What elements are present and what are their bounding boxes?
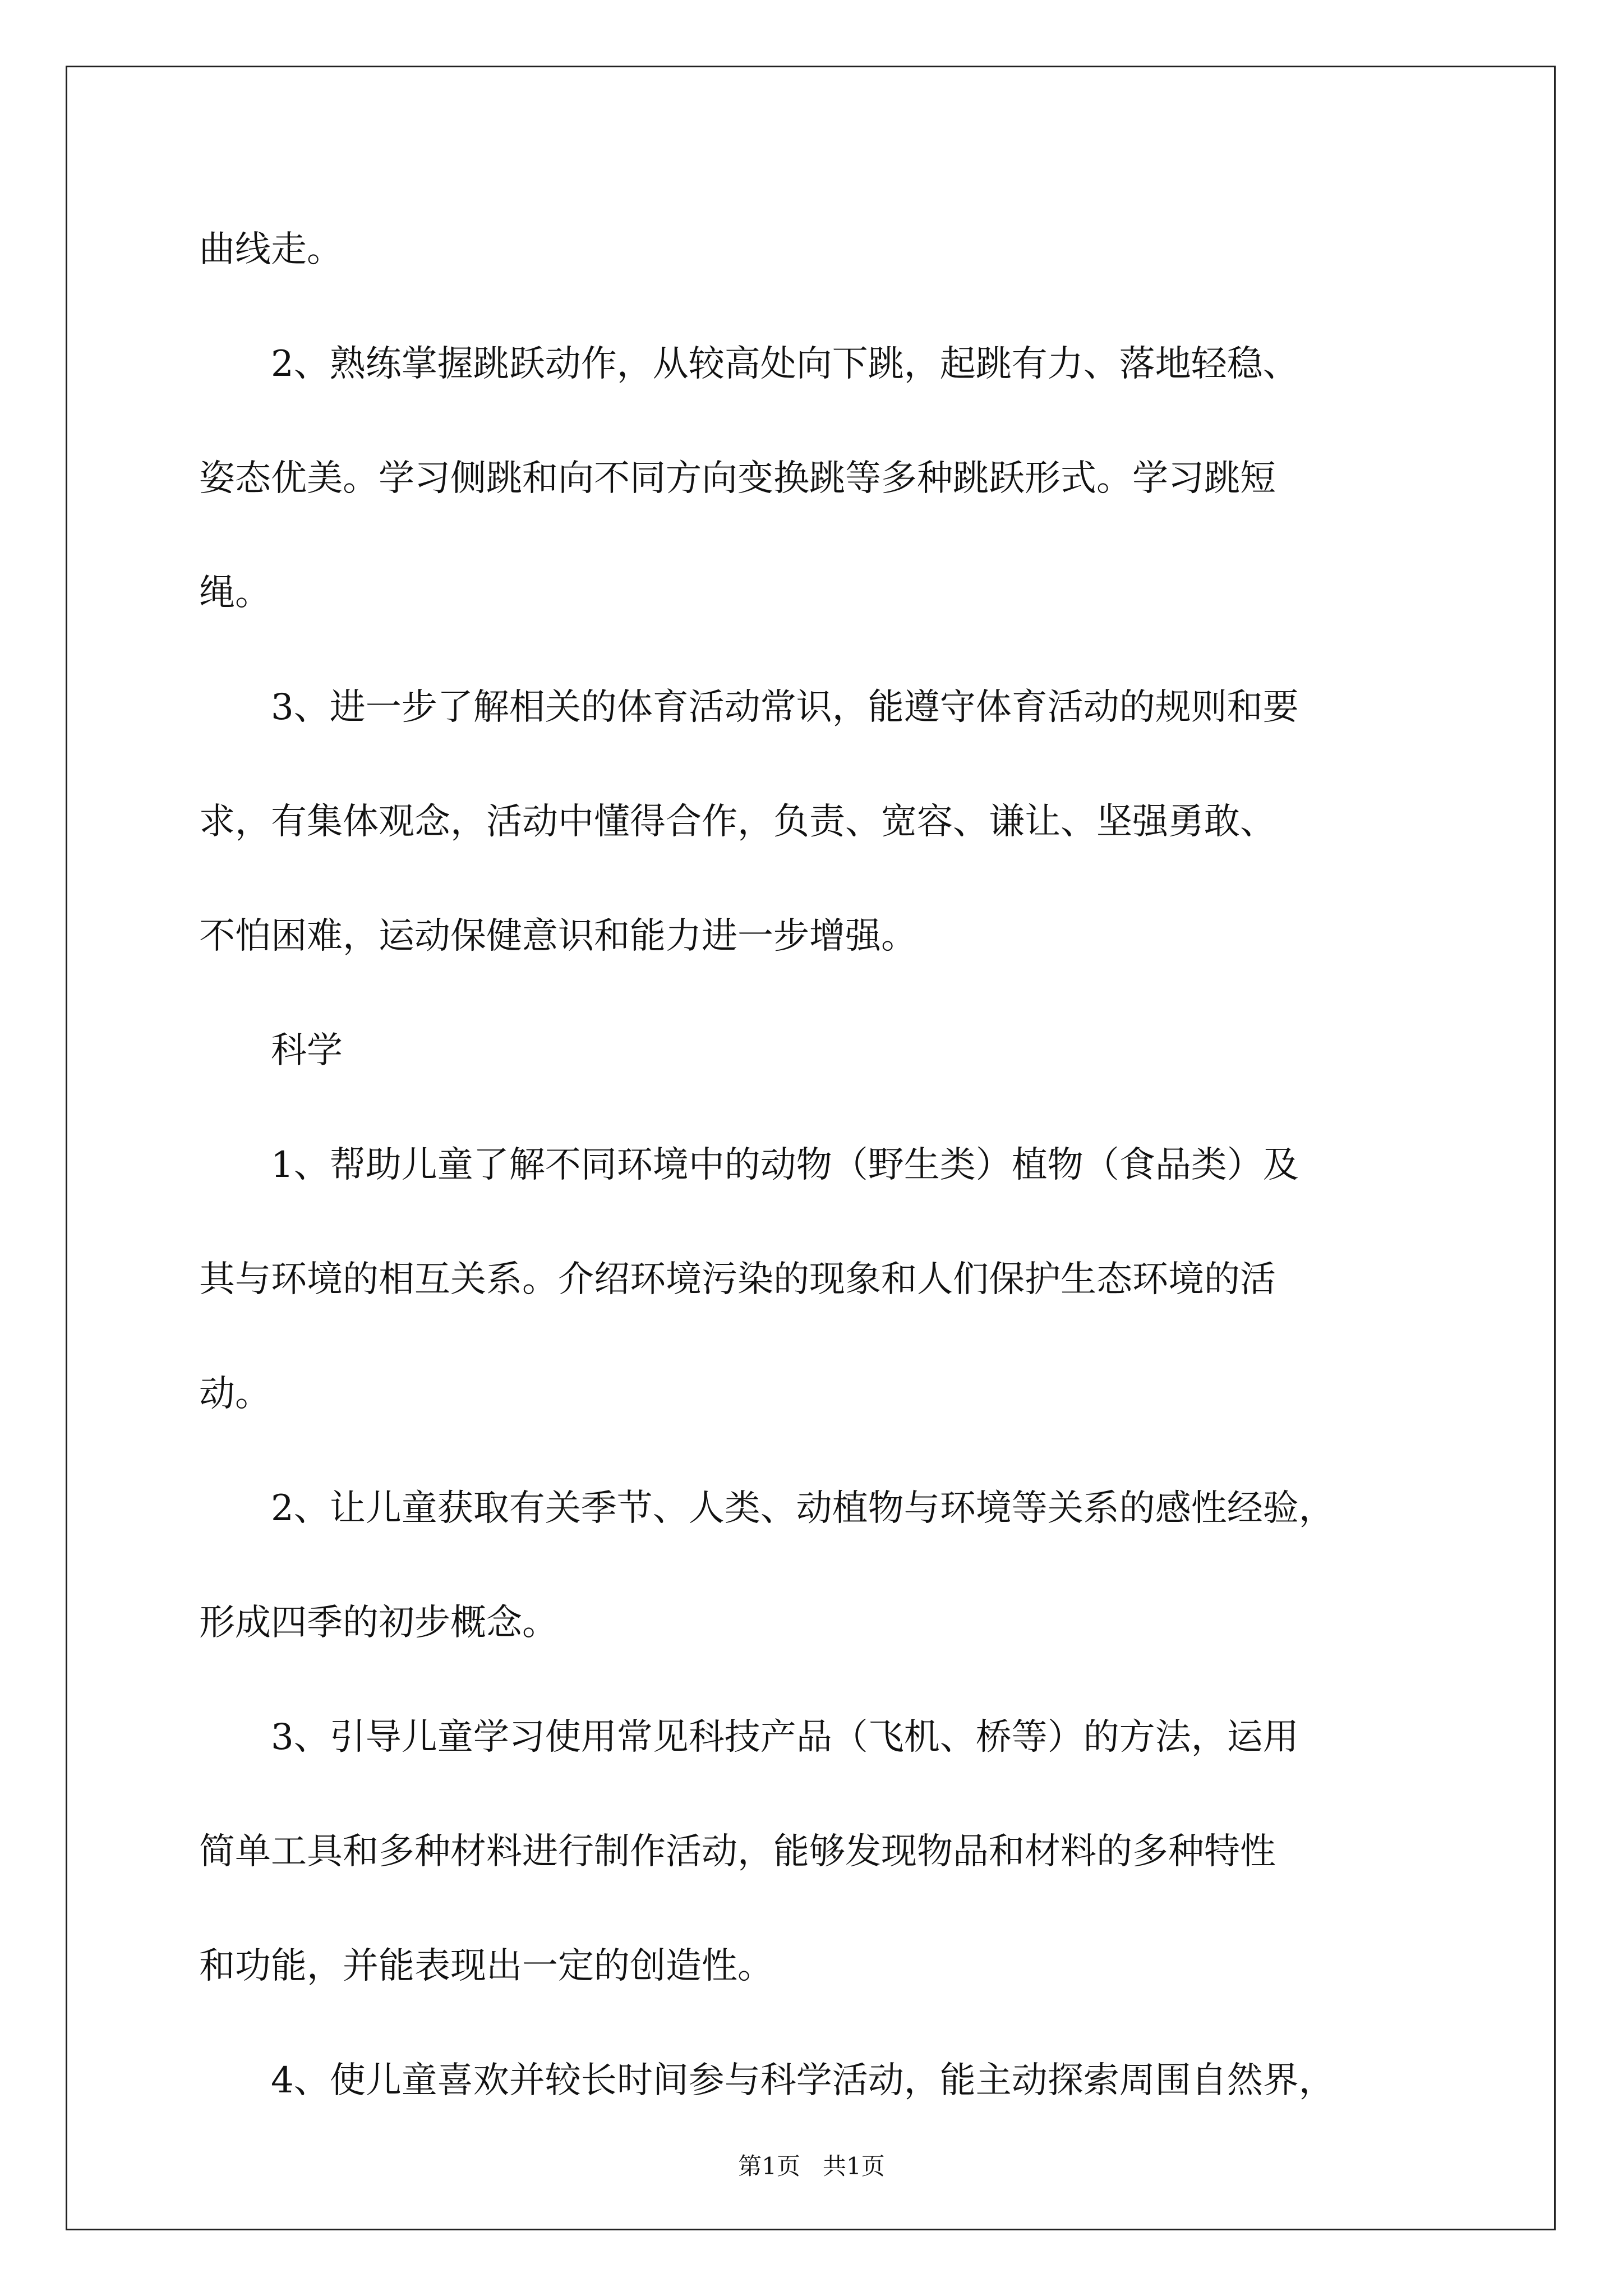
text-line: 绳。 [199,572,271,614]
text-line: 1、帮助儿童了解不同环境中的动物（野生类）植物（食品类）及 [271,1144,1299,1186]
text-line: 2、熟练掌握跳跃动作，从较高处向下跳，起跳有力、落地轻稳、 [271,343,1299,385]
text-line: 动。 [199,1373,271,1415]
text-line: 形成四季的初步概念。 [199,1602,558,1644]
page-number: 第1页 共1页 [738,2152,885,2180]
text-line: 不怕困难，运动保健意识和能力进一步增强。 [199,915,917,957]
text-line: 简单工具和多种材料进行制作活动，能够发现物品和材料的多种特性 [199,1831,1276,1872]
text-line: 3、引导儿童学习使用常见科技产品（飞机、桥等）的方法，运用 [271,1717,1299,1758]
text-line: 3、进一步了解相关的体育活动常识，能遵守体育活动的规则和要 [271,687,1299,728]
section-heading: 科学 [271,1030,343,1071]
text-line: 4、使儿童喜欢并较长时间参与科学活动，能主动探索周围自然界， [271,2060,1335,2101]
text-line: 曲线走。 [199,229,343,270]
text-line: 其与环境的相互关系。介绍环境污染的现象和人们保护生态环境的活 [199,1259,1276,1300]
text-line: 和功能，并能表现出一定的创造性。 [199,1945,773,1987]
text-line: 求，有集体观念，活动中懂得合作，负责、宽容、谦让、坚强勇敢、 [199,801,1276,843]
text-line: 姿态优美。学习侧跳和向不同方向变换跳等多种跳跃形式。学习跳短 [199,458,1276,499]
text-line: 2、让儿童获取有关季节、人类、动植物与环境等关系的感性经验， [271,1488,1335,1529]
